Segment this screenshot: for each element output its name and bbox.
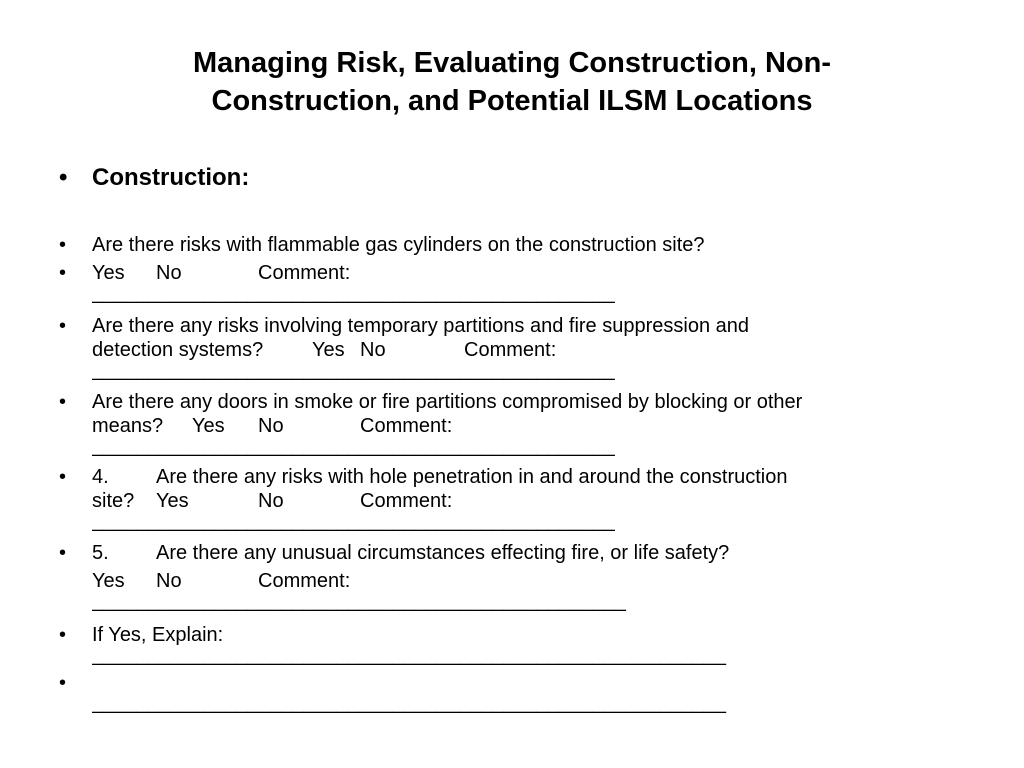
question-number: • 5. — [92, 542, 109, 564]
list-item — [92, 623, 972, 667]
list-item — [92, 314, 972, 382]
answer-yes: Yes — [312, 339, 345, 361]
comment-blank-line: _______________________________________________ — [92, 510, 615, 532]
extra-blank-line: • _________________________________________________________ — [92, 692, 727, 714]
comment-label: Comment: — [258, 570, 351, 592]
slide-title-line-1: Managing Risk, Evaluating Construction, Non- — [192, 47, 832, 79]
answer-no: No — [360, 339, 386, 361]
comment-blank-line: ________________________________________________ — [92, 590, 626, 612]
question-text: • Are there any risks involving temporary partitions and fire suppression and — [92, 315, 749, 337]
question-number: • 4. — [92, 466, 109, 488]
list-item — [92, 569, 972, 613]
question-text-continued: site? — [92, 490, 135, 512]
answer-yes: Yes — [192, 415, 225, 437]
answer-yes: Yes — [92, 570, 125, 592]
question-text: • Are there any doors in smoke or fire partitions compromised by blocking or other — [92, 391, 803, 413]
question-text: • Are there risks with flammable gas cylinders on the construction site? — [92, 234, 705, 256]
list-item — [92, 233, 972, 257]
question-text-continued: detection systems? — [92, 339, 264, 361]
list-item — [92, 541, 972, 565]
comment-label: Comment: — [360, 490, 453, 512]
section-heading — [92, 163, 972, 193]
question-text: Are there any risks with hole penetration in and around the construction — [156, 466, 788, 488]
slide-title-line-2: Construction, and Potential ILSM Locations — [211, 85, 813, 117]
empty-line — [92, 671, 972, 695]
explain-label: • If Yes, Explain: — [92, 624, 224, 646]
answer-no: No — [156, 262, 182, 284]
list-item — [92, 390, 972, 458]
section-heading-text: Construction: — [92, 164, 250, 191]
question-text: Are there any unusual circumstances effecting fire, or life safety? — [156, 542, 730, 564]
explain-blank-line: _________________________________________________________ — [92, 644, 727, 666]
answer-no: No — [258, 490, 284, 512]
answer-yes: Yes — [156, 490, 189, 512]
comment-label: Comment: — [258, 262, 351, 284]
answer-yes: • Yes — [92, 262, 125, 284]
comment-blank-line: _______________________________________________ — [92, 282, 615, 304]
list-item — [92, 671, 972, 715]
list-item — [92, 261, 972, 305]
answer-no: No — [258, 415, 284, 437]
comment-blank-line: _______________________________________________ — [92, 435, 615, 457]
answer-no: No — [156, 570, 182, 592]
comment-label: Comment: — [360, 415, 453, 437]
comment-blank-line: _______________________________________________ — [92, 359, 615, 381]
list-item — [92, 465, 972, 533]
comment-label: Comment: — [464, 339, 557, 361]
question-text-continued: means? — [92, 415, 164, 437]
